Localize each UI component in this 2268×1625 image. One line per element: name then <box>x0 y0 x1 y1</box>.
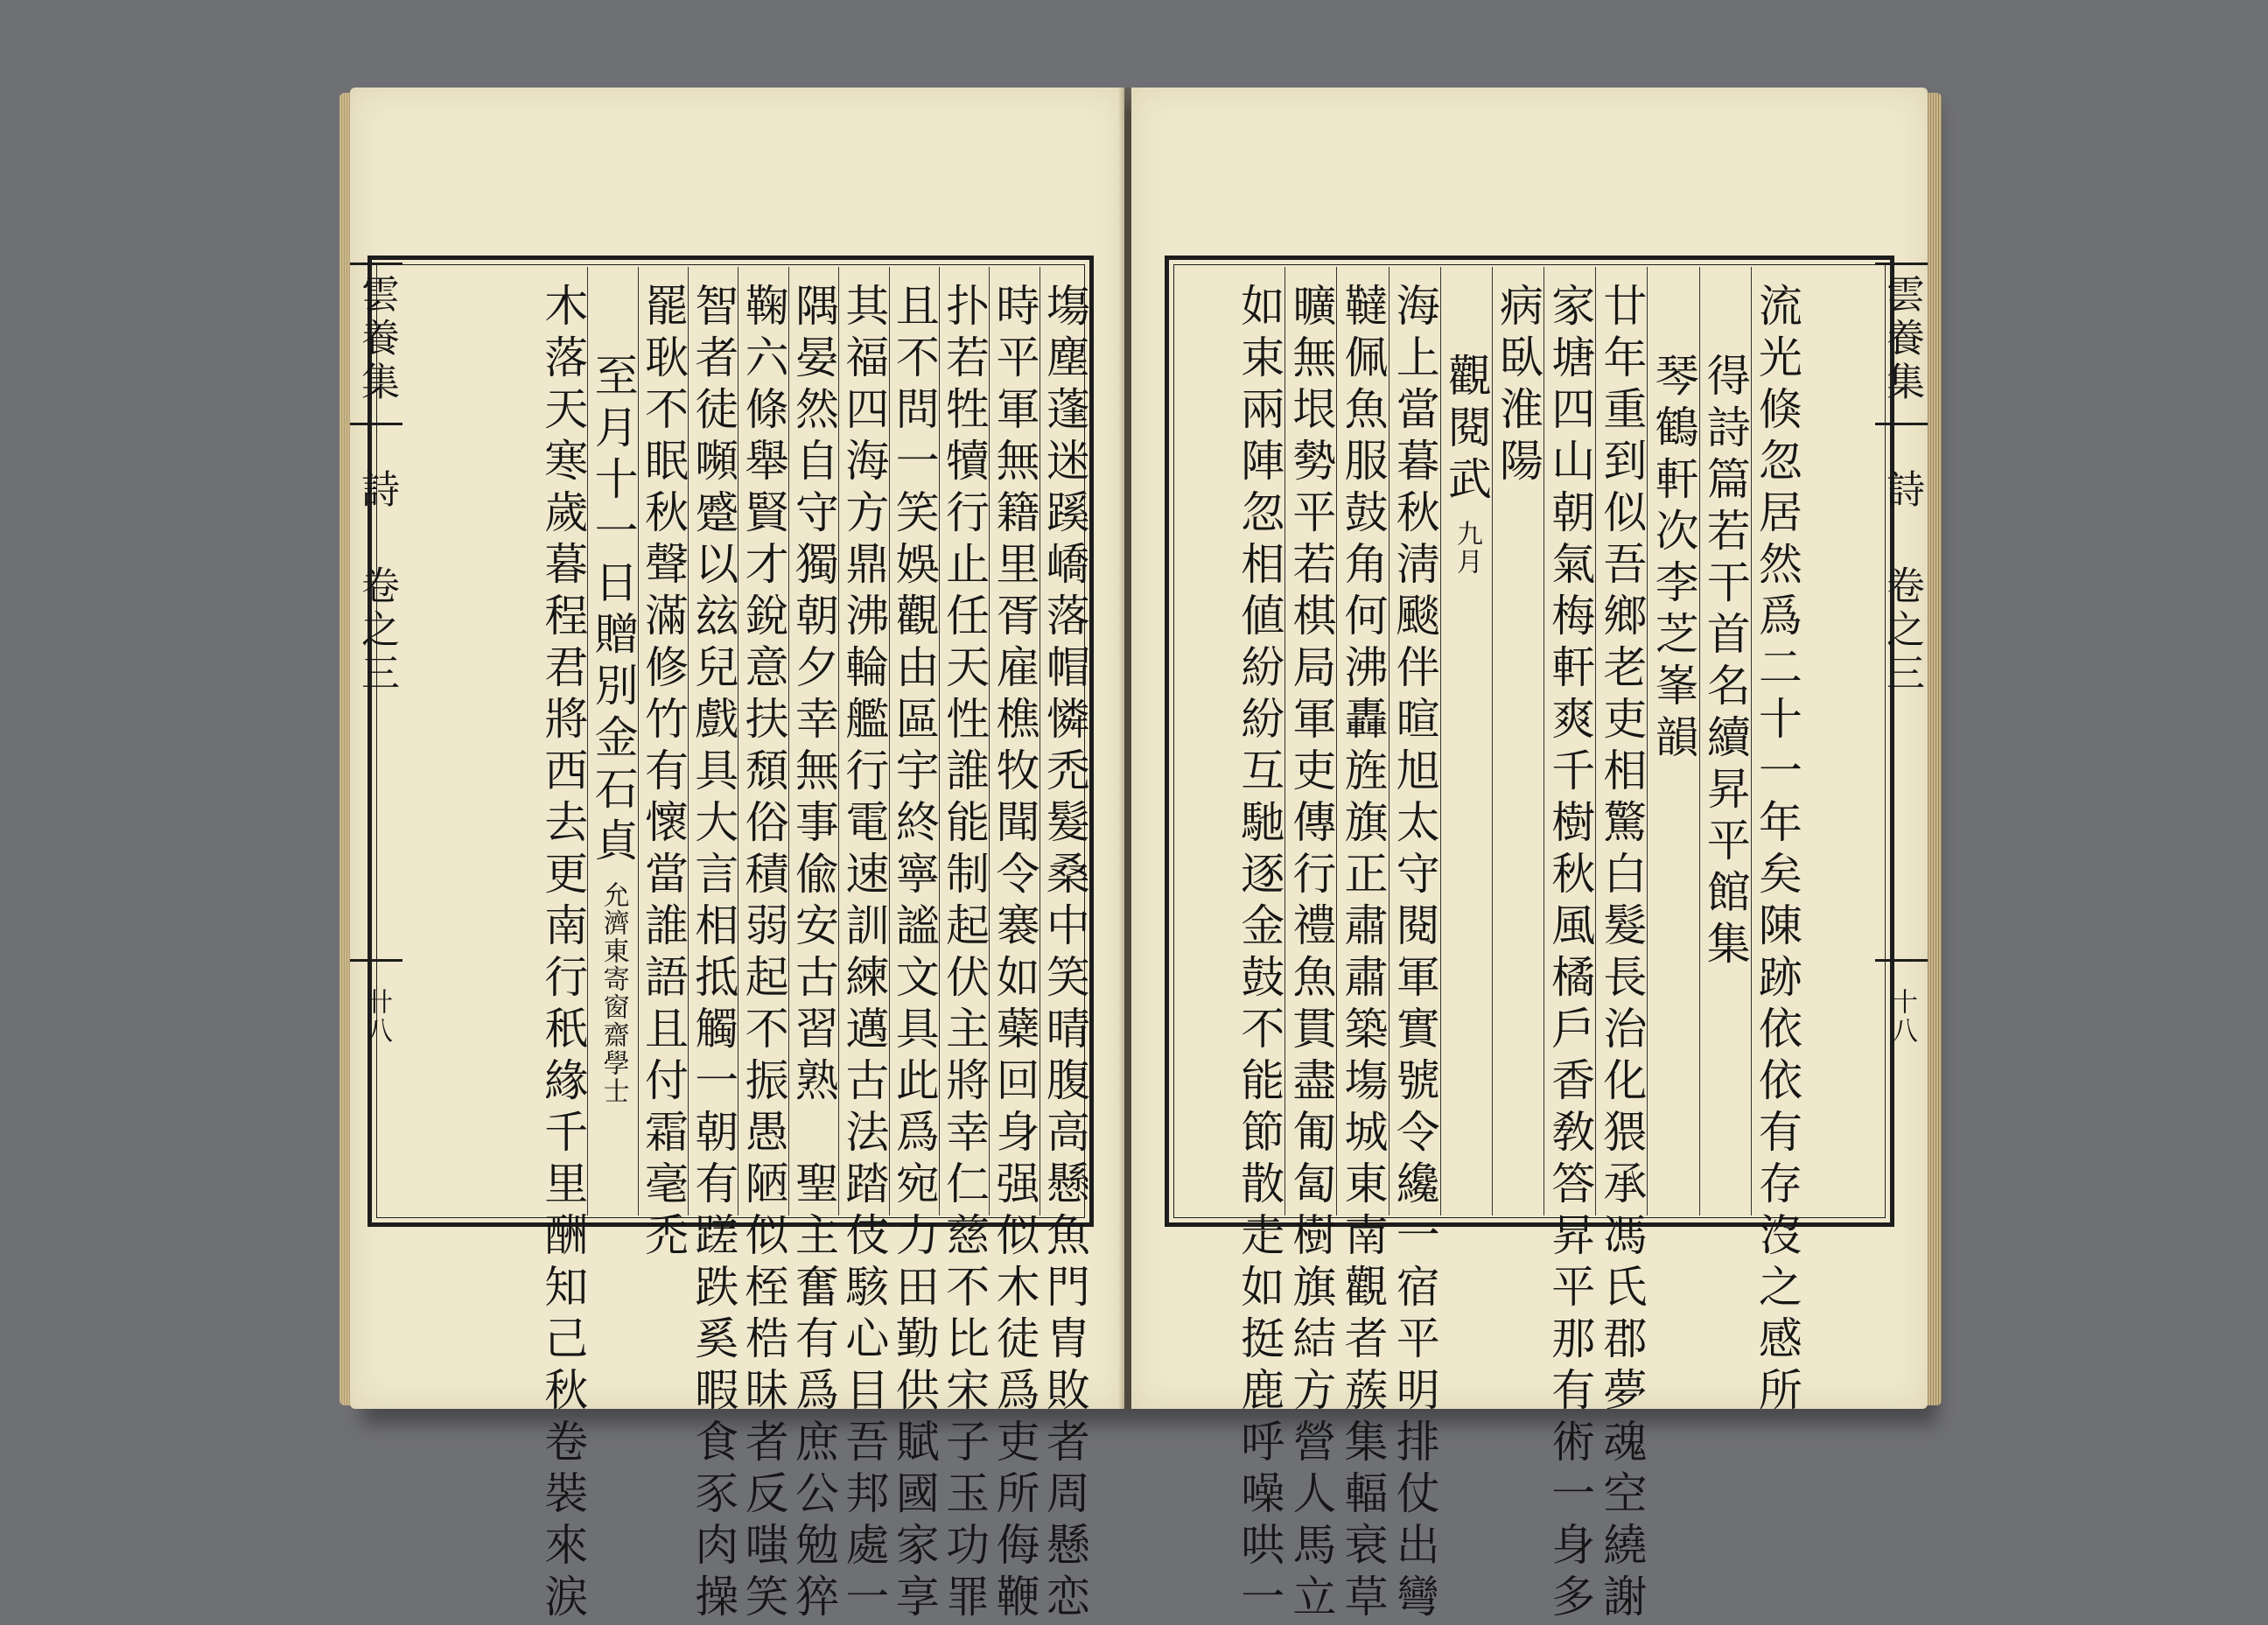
left-page <box>350 88 1124 1625</box>
column-text: 韃佩魚服鼓角何沸轟旌旗正肅肅築塲城東南觀者蔟集輻衰草 <box>1337 283 1389 1625</box>
column-text: 罷耿不眠秋聲滿修竹有懷當誰語且付霜毫禿 <box>637 283 689 1264</box>
column-text: 廿年重到似吾鄉老吏相驚白髮長治化猥承馮氏郡夢魂空繞謝 <box>1596 283 1648 1625</box>
left-banxin <box>341 256 411 1218</box>
column-text: 且不問一笑娛觀由區宇終寧謐文具此爲宛力田勤供賦國家享 <box>888 283 940 1625</box>
column-text: 塲塵蓬迷蹊嶠落帽憐禿髮桑中笑晴腹高懸魚門胄敗者周懸恋 <box>1039 283 1090 1625</box>
text-column <box>1544 267 1596 1625</box>
text-column <box>537 267 589 1625</box>
banxin-fishtail <box>350 263 402 265</box>
text-column <box>939 267 990 1625</box>
column-text: 得詩篇若干首名續昇平館集 <box>1699 353 1751 972</box>
text-column <box>788 267 840 1625</box>
text-column <box>888 267 940 1625</box>
column-text: 曠無垠勢平若棋局軍吏傳行禮魚貫盡匍匐樹旗結方營人馬立 <box>1285 283 1337 1625</box>
right-page <box>1131 88 1928 1625</box>
text-column <box>688 267 739 1625</box>
banxin-folio: 卄八 <box>361 988 392 1046</box>
text-column <box>587 267 637 1215</box>
column-text: 如束兩陣忽相値紛紛互馳逐金鼓不能節散走如挺鹿呼噪哄一 <box>1234 283 1285 1625</box>
left-text-frame <box>368 256 1094 1625</box>
text-column <box>1751 267 1802 1418</box>
text-column <box>1699 267 1751 1215</box>
right-banxin <box>1866 256 1936 1218</box>
text-column <box>989 267 1040 1625</box>
text-column <box>1284 267 1337 1625</box>
banxin-fishtail <box>1875 959 1928 962</box>
column-text: 流光倏忽居然爲二十一年矣陳跡依依有存沒之感所 <box>1751 283 1802 1418</box>
column-text: 家塘四山朝氣梅軒爽千樹秋風橘戶香敎答昇平那有術一身多 <box>1544 283 1596 1625</box>
column-text: 智者徒嚬蹙以玆兒戲具大言相抵觸一朝有蹉跌奚暇食豕肉操 <box>688 283 739 1625</box>
column-text: 琴鶴軒次李芝峯韻 <box>1648 353 1699 766</box>
text-column <box>838 267 890 1625</box>
column-note: 允濟東寄窗齋學士 <box>598 881 629 1105</box>
right-column-grid <box>1169 267 1802 1625</box>
column-text: 時平軍無籍里胥雇樵牧聞令褰如蘗回身强似木徒爲吏所侮鞭 <box>989 283 1040 1625</box>
left-column-grid <box>459 267 1090 1625</box>
column-text: 觀閱武 <box>1440 353 1492 508</box>
column-note: 九月 <box>1451 520 1482 576</box>
banxin-title: 雲養集 <box>1880 274 1924 405</box>
column-text: 木落天寒歲暮程君將西去更南行秖緣千里酬知己秋卷裝來涙 <box>537 283 589 1625</box>
banxin-fishtail <box>350 959 402 962</box>
banxin-section: 詩 <box>354 469 399 513</box>
text-column <box>1647 267 1698 1215</box>
banxin-section: 詩 <box>1880 469 1924 513</box>
banxin-fishtail <box>350 423 402 425</box>
banxin-folio: 十八 <box>1886 988 1917 1046</box>
text-column <box>1039 267 1090 1625</box>
text-column <box>1595 267 1648 1625</box>
column-text: 病臥淮陽 <box>1493 283 1544 489</box>
right-text-frame <box>1165 256 1894 1625</box>
column-text: 鞠六條舉賢才銳意扶頹俗積弱起不振愚陋似桎梏昧者反嗤笑 <box>738 283 789 1625</box>
text-column <box>1234 267 1285 1625</box>
banxin-fishtail <box>1875 423 1928 425</box>
banxin-fishtail <box>1875 263 1928 265</box>
text-column <box>1389 267 1440 1625</box>
column-text: 其福四海方鼎沸輪艦行電速訓練邁古法踏伎駭心目吾邦處一 <box>838 283 890 1625</box>
text-column <box>637 267 689 1264</box>
open-book <box>350 88 1925 1625</box>
text-column <box>1336 267 1389 1625</box>
column-text: 至月十一日贈別金石貞 <box>587 353 639 869</box>
column-text: 隅晏然自守獨朝夕幸無事偸安古習熟 聖主奮有爲庶公勉猝 <box>788 283 840 1625</box>
text-column <box>738 267 789 1625</box>
banxin-volume: 卷之三 <box>354 565 399 697</box>
banxin-volume: 卷之三 <box>1880 565 1924 697</box>
column-text: 海上當暮秋淸颷伴暄旭太守閱軍實號令纔一宿平明排仗出彎 <box>1389 283 1440 1625</box>
column-text: 扑若牲犢行止任天性誰能制起伏主將幸仁慈不比宋子玉功罪 <box>939 283 990 1625</box>
banxin-title: 雲養集 <box>354 274 399 405</box>
text-column <box>1492 267 1544 1215</box>
text-column <box>1440 267 1492 1215</box>
